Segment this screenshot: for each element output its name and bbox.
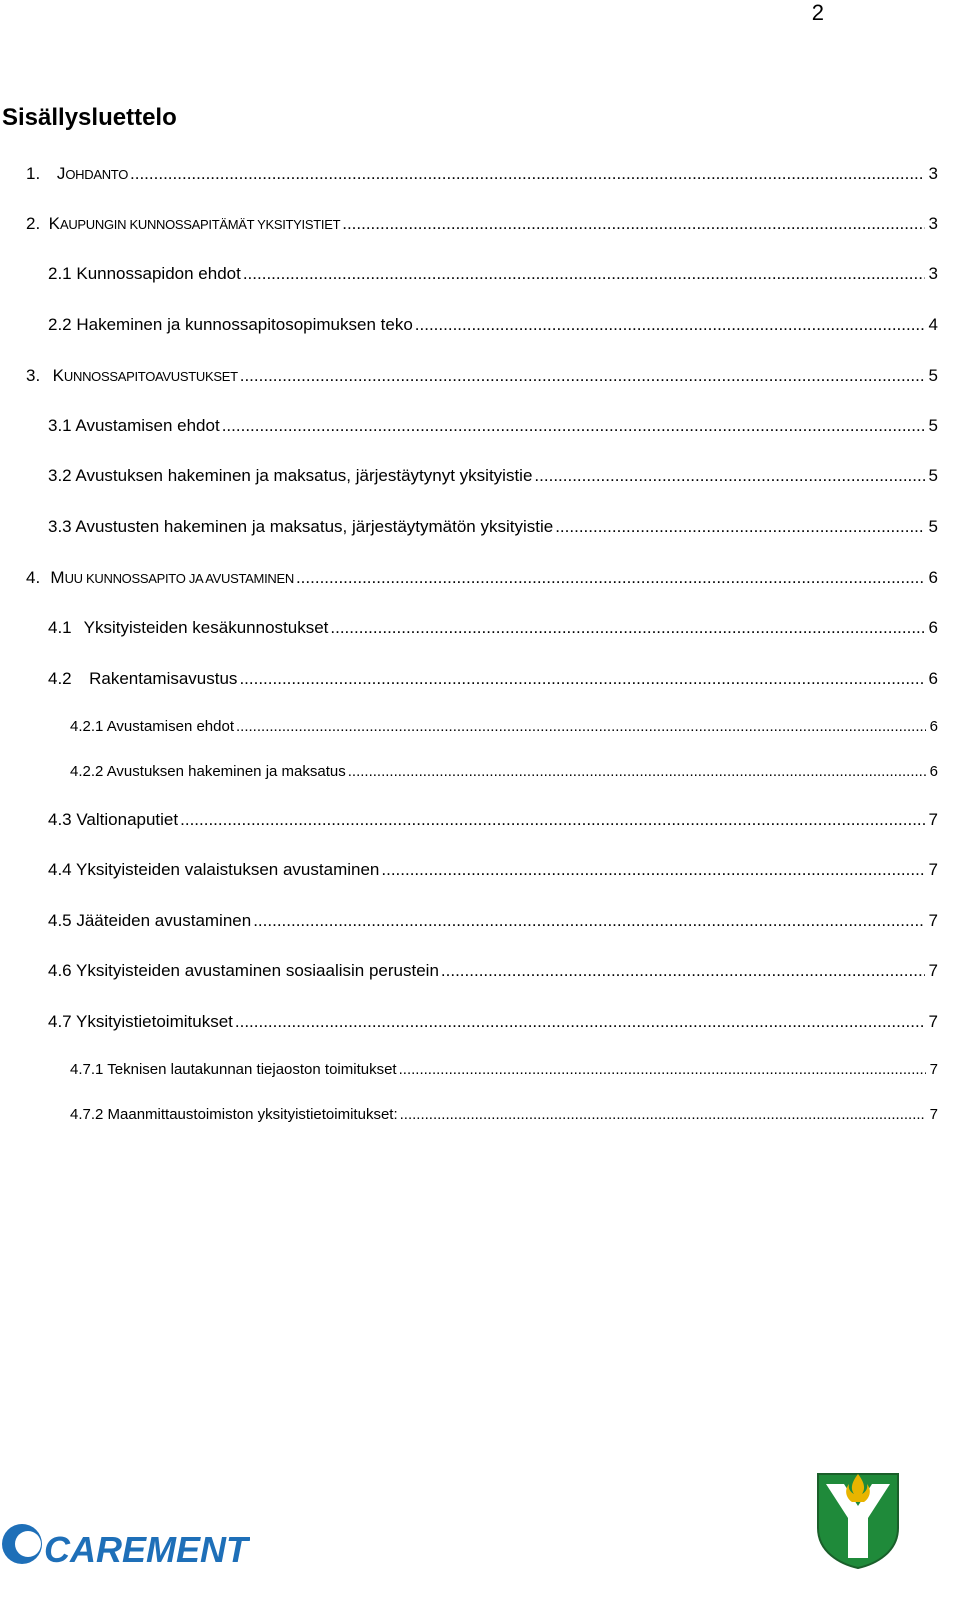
toc-entry-4-7-2[interactable] [70,1106,938,1123]
toc-entry-4-2-2[interactable] [70,763,938,780]
toc-leader [243,264,925,284]
toc-entry-4-7[interactable] [48,1012,938,1032]
toc-title: KAUPUNGIN KUNNOSSAPITÄMÄT YKSITYISTIET [48,214,341,233]
toc-title: 4.7.1 Teknisen lautakunnan tiejaoston toimitukset [70,1061,397,1078]
toc-leader [400,1106,926,1123]
toc-leader [236,718,926,735]
toc-leader [342,214,924,234]
toc-title: 2.2 Hakeminen ja kunnossapitosopimuksen teko [48,315,413,334]
toc-number: 1. [26,164,41,183]
toc-page: 7 [928,911,938,930]
toc-title: MUU KUNNOSSAPITO JA AVUSTAMINEN [50,568,294,587]
toc-page: 6 [928,618,938,637]
toc-number: 4.2 [48,669,72,688]
toc-page: 5 [928,466,938,485]
toc-leader [381,860,924,880]
toc-leader [235,1012,925,1032]
toc-entry-4-2[interactable] [48,669,938,689]
toc-page: 5 [928,366,938,385]
toc-page: 6 [929,718,938,735]
toc-title: 3.2 Avustuksen hakeminen ja maksatus, järjestäytynyt yksityistie [48,466,533,485]
toc-entry-4-1[interactable] [48,618,938,638]
toc-title: Yksityisteiden kesäkunnostukset [83,618,329,637]
toc-leader [240,366,925,386]
toc-number: 3. [26,366,41,385]
toc-title: 3.1 Avustamisen ehdot [48,416,220,435]
toc-page: 6 [929,763,938,780]
toc-entry-4-2-1[interactable] [70,718,938,735]
toc-page: 7 [929,1061,938,1078]
toc-entry-4-3[interactable] [48,810,938,830]
toc-entry-3-2[interactable] [48,466,938,486]
toc-entry-1[interactable] [26,164,938,184]
toc-number: 4. [26,568,41,587]
toc-number: 4.1 [48,618,72,637]
toc-leader [180,810,924,830]
toc-title: 4.6 Yksityisteiden avustaminen sosiaalisin perustein [48,961,439,980]
toc-title: Rakentamisavustus [89,669,238,688]
toc-title: 4.5 Jääteiden avustaminen [48,911,252,930]
toc-title: 4.7.2 Maanmittaustoimiston yksityistietoimitukset: [70,1106,398,1123]
toc-entry-2-1[interactable] [48,264,938,284]
toc-leader [534,466,924,486]
toc-page: 3 [928,164,938,183]
toc-leader [555,517,924,537]
toc-leader [130,164,925,184]
toc-page: 7 [928,961,938,980]
toc-entry-4-7-1[interactable] [70,1061,938,1078]
toc-page: 5 [928,416,938,435]
toc-title: 4.7 Yksityistietoimitukset [48,1012,233,1031]
toc-title: 4.2.1 Avustamisen ehdot [70,718,235,735]
toc-page: 3 [928,264,938,283]
toc-leader [239,669,924,689]
toc-entry-3-1[interactable] [48,416,938,436]
toc-leader [296,568,925,588]
carement-logo [0,1522,250,1602]
toc-heading: Sisällysluettelo [2,104,177,131]
toc-page: 7 [928,810,938,829]
toc-entry-2[interactable] [26,214,938,234]
carement-wordmark: CAREMENT [44,1529,248,1570]
toc-page: 7 [928,1012,938,1031]
toc-entry-4-5[interactable] [48,911,938,931]
toc-leader [399,1061,926,1078]
toc-entry-4-6[interactable] [48,961,938,981]
page-number: 2 [811,0,824,25]
toc-page: 5 [928,517,938,536]
toc-leader [330,618,924,638]
toc-title: 4.3 Valtionaputiet [48,810,179,829]
toc-title: JOHDANTO [56,164,129,183]
toc-page: 3 [928,214,938,233]
toc-entry-2-2[interactable] [48,315,938,335]
toc-page: 4 [928,315,938,334]
toc-entry-4[interactable] [26,568,938,588]
toc-title: 4.2.2 Avustuksen hakeminen ja maksatus [70,763,346,780]
toc-title: KUNNOSSAPITOAVUSTUKSET [52,366,238,385]
toc-page: 6 [928,568,938,587]
toc-entry-4-4[interactable] [48,860,938,880]
toc-title: 2.1 Kunnossapidon ehdot [48,264,241,283]
toc-number: 2. [26,214,41,233]
toc-title: 3.3 Avustusten hakeminen ja maksatus, järjestäytymätön yksityistie [48,517,554,536]
toc-entry-3[interactable] [26,366,938,386]
toc-page: 7 [929,1106,938,1123]
toc-leader [222,416,925,436]
municipal-crest [816,1470,900,1570]
toc-leader [441,961,925,981]
toc-leader [415,315,925,335]
toc-page: 6 [928,669,938,688]
toc-entry-3-3[interactable] [48,517,938,537]
toc-page: 7 [928,860,938,879]
toc-title: 4.4 Yksityisteiden valaistuksen avustaminen [48,860,380,879]
carement-swirl-icon [2,1524,42,1564]
toc-leader [253,911,924,931]
toc-leader [348,763,926,780]
